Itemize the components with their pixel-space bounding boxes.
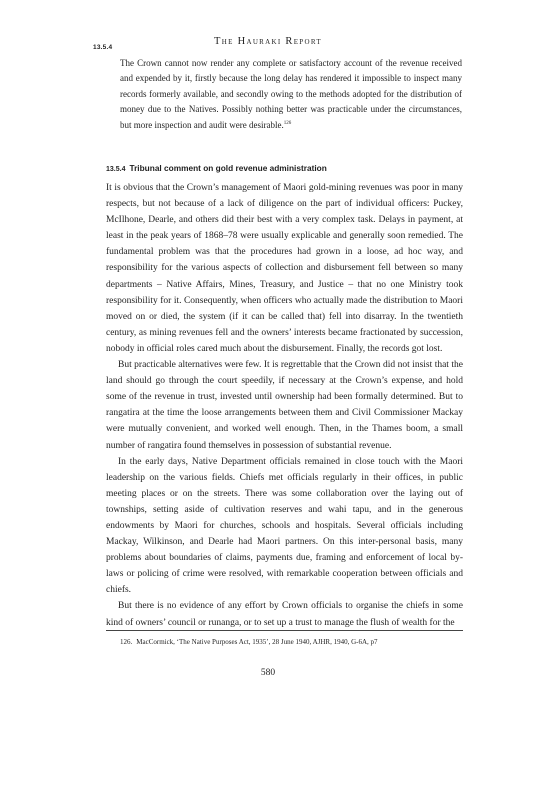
footnote: [120, 637, 378, 647]
quote-text: The Crown cannot now render any complete or satisfactory account of the revenue received and expended by it, firstly because the long delay has rendered it impossible to inspect many records formerly available, and secondly owing to the methods adopted for the distribution of money due to the Natives. Possibly nothing better was practicable under the circumstances, but more inspection and audit were desirable.: [120, 58, 462, 130]
page-number: 580: [260, 668, 276, 678]
body-text: [106, 180, 463, 631]
paragraph: It is obvious that the Crown’s management of Maori gold-mining revenues was poor in many respects, but not because of a lack of diligence on the part of individual officers: Puckey, McIlhone, Dearle, and others did their best with a very complex task. Delays in payment, at least in the peak years of 1868–78 were usually explicable and generally soon remedied. The fundamental problem was that the procedures had grown in a loose, ad hoc way, and responsibility for the various aspects of collection and disbursement fell between so many departments – Native Affairs, Mines, Treasury, and Justice – that no one Ministry took responsibility for it. Consequently, when officers who actually made the distribution to Maori moved on or died, the system (if it can be called that) fell into disarray. In the twentieth century, as mining revenues fell and the owners’ interests became fractionated by succession, nobody in official roles cared much about the disbursement. Finally, the records got lost.: [106, 183, 463, 354]
paragraph: But there is no evidence of any effort by Crown officials to organise the chiefs in some kind of owners’ council or runanga, or to set up a trust to manage the flush of wealth for the: [106, 601, 463, 628]
section-heading-number: 13.5.4: [106, 166, 126, 173]
section-heading: [106, 163, 327, 173]
paragraph: In the early days, Native Department officials remained in close touch with the Maori leadership on the various fields. Chiefs met officials regularly in their offices, in public meeting places or on the streets. There was some collaboration over the laying out of townships, setting aside of cultivation reserves and wahi tapu, and in the generous endowments by Maori for churches, schools and hospitals. Several officials including Mackay, Wilkinson, and Dearle had Maori partners. On this inter-personal basis, many problems about boundaries of claims, payments due, framing and enforcement of local by-laws or policing of crime were resolved, with remarkable cooperation between officials and chiefs.: [106, 456, 463, 596]
section-heading-title: Tribunal comment on gold revenue administration: [129, 163, 327, 173]
footnote-divider: [106, 630, 463, 631]
running-title: The Hauraki Report: [214, 36, 322, 47]
header-section-number: 13.5.4: [93, 44, 113, 51]
block-quote: [120, 56, 462, 133]
footnote-number: 126.: [120, 638, 133, 646]
footnote-text: MacCormick, ‘The Native Purposes Act, 1935’, 28 June 1940, AJHR, 1940, G-6A, p7: [136, 638, 378, 646]
footnote-ref: 126: [283, 120, 292, 126]
paragraph: But practicable alternatives were few. It is regrettable that the Crown did not insist that the land should go through the court speedily, if necessary at the Crown’s expense, and hold some of the revenue in trust, invested until ownership had been formally determined. But to rangatira at the time the loose arrangements between them and Civil Commissioner Mackay were mutually convenient, and worked well enough. Then, in the Thames boom, a small number of rangatira found themselves in possession of substantial revenue.: [106, 360, 463, 451]
